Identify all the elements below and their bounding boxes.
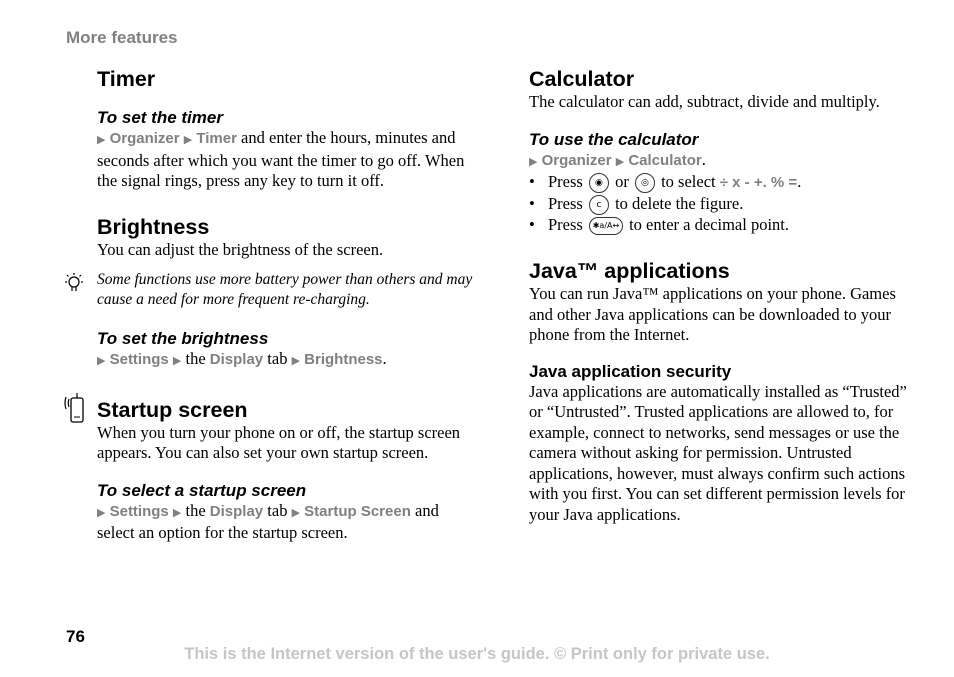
arrow-right-icon: ▶	[615, 155, 625, 168]
java-security-heading: Java application security	[529, 361, 732, 381]
word-tab: tab	[267, 500, 288, 520]
or-word: or	[615, 172, 629, 191]
clear-key-icon: c	[589, 195, 609, 215]
timer-subheading: To set the timer	[97, 108, 223, 127]
startup-instructions	[97, 501, 477, 544]
calculator-path: ▶ Organizer ▶ Calculator.	[529, 149, 706, 169]
list-item	[529, 215, 909, 236]
word-tab: tab	[267, 349, 288, 368]
timer-heading: Timer	[97, 67, 156, 91]
timer-body: and enter the hours, minutes and seconds after which you want the timer to go off. When the signal rings, press any key to turn it off.	[97, 128, 465, 190]
arrow-right-icon: ▶	[183, 134, 193, 146]
tip-lightbulb-icon	[63, 272, 85, 294]
menu-path-startup-screen: Startup Screen	[304, 502, 411, 520]
arrow-right-icon: ▶	[172, 506, 182, 519]
menu-path-calculator: Calculator	[628, 151, 702, 169]
note-text: Some functions use more battery power than others and may cause a need for more frequent re-charging.	[97, 271, 473, 308]
startup-heading: Startup screen	[97, 397, 248, 422]
word-the: the	[185, 500, 206, 520]
java-security-text: Java applications are automatically installed as “Trusted” or “Untrusted”. Trusted applications are allowed to, for example, connect to networks, send messages or use the camera without asking for permission. Untrusted applications, however, must always confirm such actions with you first. You can set different permission levels for your Java applications.	[529, 381, 907, 524]
right-column	[529, 66, 909, 525]
decimal-text: to enter a decimal point.	[629, 214, 789, 234]
operator-symbols: ÷ x - +. % =	[719, 174, 798, 191]
footer-notice: This is the Internet version of the user's guide. © Print only for private use.	[184, 645, 770, 663]
calculator-steps	[529, 172, 909, 235]
menu-path-settings: Settings	[109, 502, 169, 520]
arrow-right-icon: ▶	[291, 506, 301, 519]
brightness-subheading: To set the brightness	[97, 329, 269, 348]
java-intro: You can run Java™ applications on your phone. Games and other Java applications can be downloaded to your phone from the Internet.	[529, 284, 896, 345]
arrow-right-icon: ▶	[529, 155, 538, 168]
select-word: to select	[661, 172, 716, 191]
press-word: Press	[548, 172, 583, 191]
page-number: 76	[66, 627, 85, 646]
menu-path-timer: Timer	[196, 130, 237, 147]
word-the: the	[185, 349, 206, 368]
navigation-key-icon: ◎	[635, 173, 655, 193]
startup-body: and select an option for the startup screen.	[97, 500, 439, 542]
arrow-right-icon: ▶	[97, 134, 106, 146]
calculator-subheading: To use the calculator	[529, 129, 699, 149]
section-header: More features	[66, 28, 178, 47]
press-word: Press	[548, 193, 583, 213]
java-heading: Java™ applications	[529, 259, 730, 284]
list-item	[529, 194, 909, 215]
menu-path-display: Display	[209, 351, 264, 368]
calculator-intro: The calculator can add, subtract, divide and multiply.	[529, 92, 880, 111]
arrow-right-icon: ▶	[172, 355, 182, 367]
brightness-heading: Brightness	[97, 214, 210, 239]
left-column	[97, 66, 477, 544]
list-item: • Press ◉ or ◎ to select ÷ x - +. % =.	[529, 172, 909, 194]
brightness-intro: You can adjust the brightness of the screen.	[97, 239, 384, 259]
menu-path-organizer: Organizer	[109, 130, 180, 147]
timer-instructions	[97, 128, 477, 192]
calculator-heading: Calculator	[529, 67, 635, 91]
menu-path-organizer: Organizer	[541, 151, 612, 169]
menu-path-brightness: Brightness	[304, 351, 383, 368]
menu-path-settings: Settings	[109, 351, 169, 368]
startup-subheading: To select a startup screen	[97, 480, 307, 500]
arrow-right-icon: ▶	[291, 355, 301, 367]
arrow-right-icon: ▶	[97, 506, 106, 519]
delete-text: to delete the figure.	[615, 193, 744, 213]
brightness-instructions: ▶ Settings ▶ the Display tab ▶ Brightness.	[97, 349, 387, 368]
star-key-icon: ✱a/A↔	[589, 217, 623, 235]
phone-network-icon	[63, 391, 89, 425]
startup-section	[97, 397, 477, 423]
menu-path-display: Display	[209, 502, 264, 520]
battery-note	[97, 270, 477, 309]
arrow-right-icon: ▶	[97, 355, 106, 367]
press-word: Press	[548, 214, 583, 234]
navigation-key-icon: ◉	[589, 173, 609, 193]
startup-intro: When you turn your phone on or off, the startup screen appears. You can also set your own startup screen.	[97, 422, 461, 462]
